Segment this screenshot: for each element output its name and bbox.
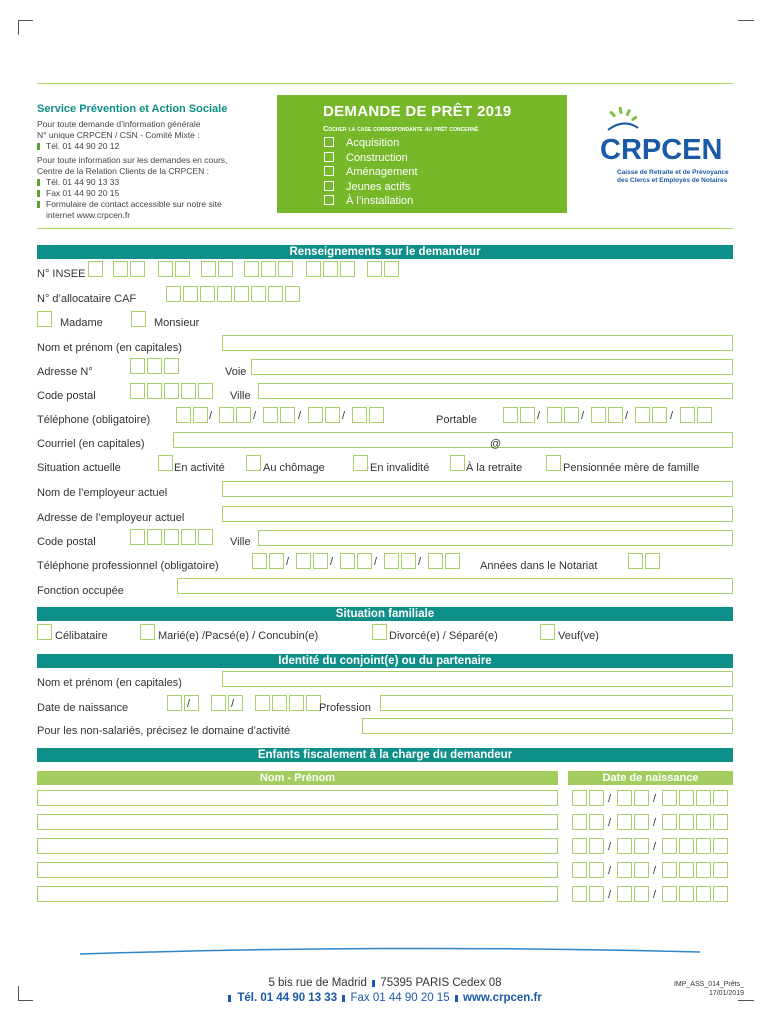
crop-mark-top-left: [18, 20, 33, 35]
situation-checkbox[interactable]: [246, 455, 261, 471]
loan-type-list: [324, 136, 418, 209]
insee-label: N° INSEE: [37, 268, 86, 280]
postal-label: Code postal: [37, 390, 96, 402]
slash-separator: /: [253, 410, 257, 422]
checkbox[interactable]: [324, 166, 334, 176]
child-dob-month-box[interactable]: [617, 814, 632, 830]
info-line: Pour toute demande d’information générale: [37, 119, 201, 129]
mobile-digit-box[interactable]: [635, 407, 650, 423]
checkbox[interactable]: [324, 137, 334, 147]
work-phone-digit-box[interactable]: [357, 553, 372, 569]
mobile-digit-box[interactable]: [652, 407, 667, 423]
child-dob-year-box[interactable]: [679, 886, 694, 902]
checkbox[interactable]: [324, 195, 334, 205]
footer-contacts: [0, 992, 770, 1004]
spouse-dob-year-box[interactable]: [289, 695, 304, 711]
mobile-digit-box[interactable]: [547, 407, 562, 423]
child-dob-day-box[interactable]: [572, 838, 587, 854]
footer-ref: IMP_ASS_014_Prêts_ 17/01/2019: [673, 981, 744, 997]
header-top-rule: [37, 83, 733, 84]
child-dob-year-box[interactable]: [696, 838, 711, 854]
crpcen-logo: [598, 106, 738, 196]
info-tel: Tél. 01 44 90 20 12: [37, 141, 272, 152]
child-dob-year-box[interactable]: [679, 838, 694, 854]
slash-separator: /: [581, 410, 585, 422]
slash-separator: /: [187, 698, 191, 710]
child-dob-year-box[interactable]: [679, 862, 694, 878]
phone-digit-box[interactable]: [263, 407, 278, 423]
demand-sub: Cocher la case correspondante au prêt concerné: [323, 124, 479, 133]
loan-type-amenagement[interactable]: Aménagement: [324, 165, 418, 180]
family-option-label: Célibataire: [55, 630, 108, 642]
mobile-digit-box[interactable]: [697, 407, 712, 423]
phone-digit-box[interactable]: [236, 407, 251, 423]
insee-digit-box[interactable]: [261, 261, 276, 277]
child-dob-year-box[interactable]: [713, 886, 728, 902]
child-dob-month-box[interactable]: [634, 886, 649, 902]
info-fax: Fax 01 44 90 20 15: [37, 188, 272, 199]
slash-separator: /: [653, 865, 657, 877]
phone-digit-box[interactable]: [219, 407, 234, 423]
child-name-field[interactable]: [37, 838, 558, 854]
situation-option-label: Au chômage: [263, 462, 325, 474]
family-checkbox[interactable]: [37, 624, 52, 640]
child-dob-month-box[interactable]: [617, 838, 632, 854]
address-number-box[interactable]: [130, 358, 145, 374]
slash-separator: /: [653, 793, 657, 805]
years-notariat-box[interactable]: [645, 553, 660, 569]
work-phone-digit-box[interactable]: [252, 553, 267, 569]
section-header-family: Situation familiale: [37, 607, 733, 621]
years-notariat-box[interactable]: [628, 553, 643, 569]
city-label: Ville: [230, 390, 251, 402]
situation-option-label: Pensionnée mère de famille: [563, 462, 700, 474]
insee-digit-box[interactable]: [306, 261, 321, 277]
child-dob-day-box[interactable]: [572, 886, 587, 902]
section-header-spouse: Identité du conjoint(e) ou du partenaire: [37, 654, 733, 668]
employer-postal-label: Code postal: [37, 536, 96, 548]
child-dob-year-box[interactable]: [679, 790, 694, 806]
phone-digit-box[interactable]: [352, 407, 367, 423]
family-option-label: Marié(e) /Pacsé(e) / Concubin(e): [158, 630, 319, 642]
slash-separator: /: [231, 698, 235, 710]
madame-checkbox[interactable]: [37, 311, 52, 327]
slash-separator: /: [625, 410, 629, 422]
insee-digit-box[interactable]: [130, 261, 145, 277]
insee-digit-box[interactable]: [384, 261, 399, 277]
family-checkbox[interactable]: [140, 624, 155, 640]
child-name-field[interactable]: [37, 790, 558, 806]
family-option-label: Divorcé(e) / Séparé(e): [389, 630, 498, 642]
caf-digit-box[interactable]: [285, 286, 300, 302]
child-dob-year-box[interactable]: [696, 862, 711, 878]
phone-digit-box[interactable]: [308, 407, 323, 423]
mobile-digit-box[interactable]: [591, 407, 606, 423]
situation-option-label: À la retraite: [466, 462, 523, 474]
insee-digit-box[interactable]: [158, 261, 173, 277]
spouse-dob-label: Date de naissance: [37, 702, 129, 714]
slash-separator: /: [670, 410, 674, 422]
family-option-label: Veuf(ve): [558, 630, 599, 642]
mobile-digit-box[interactable]: [608, 407, 623, 423]
phone-digit-box[interactable]: [369, 407, 384, 423]
situation-checkbox[interactable]: [546, 455, 561, 471]
work-phone-digit-box[interactable]: [313, 553, 328, 569]
caf-digit-box[interactable]: [166, 286, 181, 302]
situation-checkbox[interactable]: [353, 455, 368, 471]
family-checkbox[interactable]: [540, 624, 555, 640]
mobile-label: Portable: [436, 414, 477, 426]
non-salaried-label: Pour les non-salariés, précisez le domaine d’activité: [37, 725, 291, 737]
service-title: Service Prévention et Action Sociale: [37, 103, 228, 115]
slash-separator: /: [330, 556, 334, 568]
work-phone-digit-box[interactable]: [401, 553, 416, 569]
child-dob-month-box[interactable]: [617, 886, 632, 902]
slash-separator: /: [209, 410, 213, 422]
employer-city-field[interactable]: [258, 530, 733, 546]
family-checkbox[interactable]: [372, 624, 387, 640]
email-at-sign: @: [490, 438, 502, 450]
child-dob-day-box[interactable]: [589, 814, 604, 830]
child-name-field[interactable]: [37, 862, 558, 878]
slash-separator: /: [653, 817, 657, 829]
slash-separator: /: [537, 410, 541, 422]
checkbox[interactable]: [324, 152, 334, 162]
situation-checkbox[interactable]: [450, 455, 465, 471]
mobile-digit-box[interactable]: [520, 407, 535, 423]
work-phone-digit-box[interactable]: [340, 553, 355, 569]
children-col-dob-header: Date de naissance: [568, 771, 733, 785]
mobile-digit-box[interactable]: [680, 407, 695, 423]
caf-digit-box[interactable]: [268, 286, 283, 302]
caf-digit-box[interactable]: [183, 286, 198, 302]
employer-city-label: Ville: [230, 536, 251, 548]
info-form: Formulaire de contact accessible sur notre site: [37, 199, 272, 210]
insee-digit-box[interactable]: [244, 261, 259, 277]
demand-title: DEMANDE DE PRÊT 2019: [323, 103, 512, 120]
work-phone-digit-box[interactable]: [384, 553, 399, 569]
employer-postal-digit-box[interactable]: [147, 529, 162, 545]
child-dob-month-box[interactable]: [634, 790, 649, 806]
insee-digit-box[interactable]: [113, 261, 128, 277]
loan-demand-box: [277, 95, 567, 213]
child-dob-year-box[interactable]: [713, 790, 728, 806]
employer-postal-digit-box[interactable]: [181, 529, 196, 545]
address-number-label: Adresse N°: [37, 366, 93, 378]
insee-digit-box[interactable]: [340, 261, 355, 277]
footer-tel: Tél. 01 44 90 13 33: [237, 992, 338, 1004]
logo-subtitle: Caisse de Retraite et de Prévoyance des Clercs et Employés de Notaires: [617, 169, 729, 184]
work-phone-label: Téléphone professionnel (obligatoire): [37, 560, 219, 572]
slash-separator: /: [298, 410, 302, 422]
phone-label: Téléphone (obligatoire): [37, 414, 151, 426]
city-field[interactable]: [258, 383, 733, 399]
insee-digit-box[interactable]: [323, 261, 338, 277]
footer-swoosh: [40, 944, 740, 964]
spouse-dob-month-box[interactable]: [211, 695, 226, 711]
slash-separator: /: [342, 410, 346, 422]
slash-separator: /: [653, 889, 657, 901]
employer-postal-digit-box[interactable]: [198, 529, 213, 545]
spouse-profession-label: Profession: [319, 702, 371, 714]
email-label: Courriel (en capitales): [37, 438, 145, 450]
postal-digit-box[interactable]: [181, 383, 196, 399]
postal-digit-box[interactable]: [164, 383, 179, 399]
child-dob-year-box[interactable]: [713, 838, 728, 854]
employer-postal-digit-box[interactable]: [164, 529, 179, 545]
slash-separator: /: [418, 556, 422, 568]
child-dob-day-box[interactable]: [589, 790, 604, 806]
insee-digit-box[interactable]: [88, 261, 103, 277]
monsieur-label: Monsieur: [154, 317, 200, 329]
child-dob-year-box[interactable]: [662, 814, 677, 830]
child-dob-month-box[interactable]: [634, 814, 649, 830]
non-salaried-field[interactable]: [362, 718, 733, 734]
footer-fax: Fax 01 44 90 20 15: [350, 992, 450, 1004]
email-field[interactable]: [173, 432, 733, 448]
slash-separator: /: [608, 793, 612, 805]
postal-digit-box[interactable]: [130, 383, 145, 399]
employer-name-field[interactable]: [222, 481, 733, 497]
child-name-field[interactable]: [37, 886, 558, 902]
employer-postal-digit-box[interactable]: [130, 529, 145, 545]
postal-digit-box[interactable]: [198, 383, 213, 399]
child-dob-year-box[interactable]: [662, 886, 677, 902]
insee-digit-box[interactable]: [201, 261, 216, 277]
slash-separator: /: [374, 556, 378, 568]
loan-type-installation[interactable]: À l’installation: [324, 194, 418, 209]
function-field[interactable]: [177, 578, 733, 594]
phone-digit-box[interactable]: [280, 407, 295, 423]
child-dob-year-box[interactable]: [696, 814, 711, 830]
crop-mark-top-right: [738, 20, 754, 21]
slash-separator: /: [608, 889, 612, 901]
header-bottom-rule: [37, 228, 733, 229]
postal-digit-box[interactable]: [147, 383, 162, 399]
function-label: Fonction occupée: [37, 585, 124, 597]
caf-digit-box[interactable]: [200, 286, 215, 302]
employer-address-field[interactable]: [222, 506, 733, 522]
name-field[interactable]: [222, 335, 733, 351]
name-label: Nom et prénom (en capitales): [37, 342, 182, 354]
spouse-name-label: Nom et prénom (en capitales): [37, 677, 182, 689]
loan-type-acquisition[interactable]: Acquisition: [324, 136, 418, 151]
child-dob-month-box[interactable]: [617, 790, 632, 806]
child-name-field[interactable]: [37, 814, 558, 830]
child-dob-day-box[interactable]: [572, 814, 587, 830]
address-number-box[interactable]: [164, 358, 179, 374]
child-dob-year-box[interactable]: [696, 790, 711, 806]
slash-separator: /: [608, 841, 612, 853]
situation-option-label: En activité: [174, 462, 225, 474]
caf-digit-box[interactable]: [217, 286, 232, 302]
child-dob-year-box[interactable]: [696, 886, 711, 902]
loan-type-jeunes-actifs[interactable]: Jeunes actifs: [324, 180, 418, 195]
slash-separator: /: [286, 556, 290, 568]
child-dob-day-box[interactable]: [572, 790, 587, 806]
situation-label: Situation actuelle: [37, 462, 121, 474]
logo-text: CRPCEN: [600, 134, 723, 166]
child-dob-day-box[interactable]: [589, 886, 604, 902]
madame-label: Madame: [60, 317, 103, 329]
spouse-dob-day-box[interactable]: [167, 695, 182, 711]
mobile-digit-box[interactable]: [564, 407, 579, 423]
monsieur-checkbox[interactable]: [131, 311, 146, 327]
years-notariat-label: Années dans le Notariat: [480, 560, 598, 572]
checkbox[interactable]: [324, 181, 334, 191]
situation-checkbox[interactable]: [158, 455, 173, 471]
child-dob-year-box[interactable]: [662, 790, 677, 806]
phone-digit-box[interactable]: [325, 407, 340, 423]
info-line: Pour toute information sur les demandes en cours,: [37, 155, 228, 165]
child-dob-day-box[interactable]: [572, 862, 587, 878]
child-dob-year-box[interactable]: [662, 838, 677, 854]
phone-digit-box[interactable]: [176, 407, 191, 423]
situation-option-label: En invalidité: [370, 462, 430, 474]
section-header-children: Enfants fiscalement à la charge du demandeur: [37, 748, 733, 762]
child-dob-month-box[interactable]: [617, 862, 632, 878]
caf-digit-box[interactable]: [234, 286, 249, 302]
info-tel: Tél. 01 44 90 13 33: [37, 177, 272, 188]
child-dob-day-box[interactable]: [589, 862, 604, 878]
children-col-name-header: Nom - Prénom: [37, 771, 558, 785]
footer-web[interactable]: www.crpcen.fr: [463, 992, 542, 1004]
work-phone-digit-box[interactable]: [269, 553, 284, 569]
slash-separator: /: [653, 841, 657, 853]
footer-address: 5 bis rue de Madrid 75395 PARIS Cedex 08: [268, 977, 502, 989]
insee-digit-box[interactable]: [278, 261, 293, 277]
child-dob-year-box[interactable]: [662, 862, 677, 878]
street-field[interactable]: [251, 359, 733, 375]
child-dob-year-box[interactable]: [713, 862, 728, 878]
child-dob-year-box[interactable]: [713, 814, 728, 830]
street-label: Voie: [225, 366, 247, 378]
work-phone-digit-box[interactable]: [445, 553, 460, 569]
spouse-name-field[interactable]: [222, 671, 733, 687]
work-phone-digit-box[interactable]: [296, 553, 311, 569]
child-dob-month-box[interactable]: [634, 838, 649, 854]
insee-digit-box[interactable]: [218, 261, 233, 277]
child-dob-year-box[interactable]: [679, 814, 694, 830]
info-form: internet www.crpcen.fr: [46, 210, 131, 220]
service-info: [37, 103, 272, 221]
spouse-dob-year-box[interactable]: [255, 695, 270, 711]
insee-digit-box[interactable]: [367, 261, 382, 277]
section-header-applicant: Renseignements sur le demandeur: [37, 245, 733, 259]
employer-address-label: Adresse de l’employeur actuel: [37, 512, 185, 524]
slash-separator: /: [608, 817, 612, 829]
caf-digit-box[interactable]: [251, 286, 266, 302]
child-dob-day-box[interactable]: [589, 838, 604, 854]
loan-type-construction[interactable]: Construction: [324, 151, 418, 166]
insee-digit-box[interactable]: [175, 261, 190, 277]
spouse-profession-field[interactable]: [380, 695, 733, 711]
spouse-dob-year-box[interactable]: [272, 695, 287, 711]
caf-label: N° d’allocataire CAF: [37, 293, 137, 305]
employer-name-label: Nom de l’employeur actuel: [37, 487, 168, 499]
phone-digit-box[interactable]: [193, 407, 208, 423]
child-dob-month-box[interactable]: [634, 862, 649, 878]
work-phone-digit-box[interactable]: [428, 553, 443, 569]
info-line: N° unique CRPCEN / CSN - Comité Mixte :: [37, 130, 200, 140]
info-line: Centre de la Relation Clients de la CRPCEN :: [37, 166, 209, 176]
slash-separator: /: [608, 865, 612, 877]
mobile-digit-box[interactable]: [503, 407, 518, 423]
address-number-box[interactable]: [147, 358, 162, 374]
